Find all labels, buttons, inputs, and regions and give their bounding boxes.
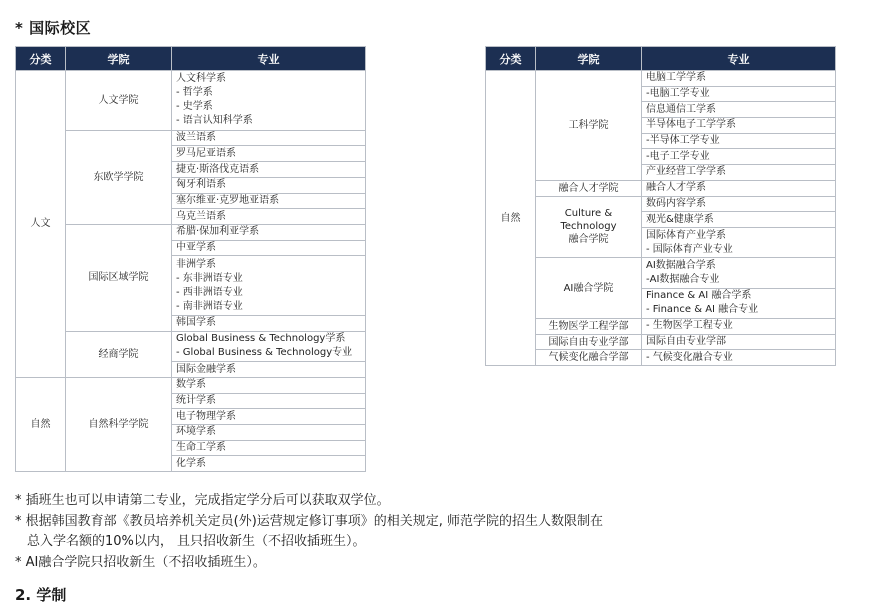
table-row [16,377,366,393]
header-major: 专业 [642,47,836,71]
category-cell: 自然 [16,377,66,471]
major-cell: 韩国学系 [172,316,366,332]
next-section-heading: 2. 学制 [15,586,67,604]
major-cell: 匈牙利语系 [172,177,366,193]
table-row [486,350,836,366]
major-cell: -半导体工学专业 [642,133,836,149]
major-cell: 半导体电子工学学系 [642,118,836,134]
right-curriculum-table [485,46,836,366]
major-cell: 统计学系 [172,393,366,409]
major-cell: 信息通信工学系 [642,102,836,118]
major-cell: 环境学系 [172,424,366,440]
college-cell: 经商学院 [66,331,172,377]
major-cell: 国际金融学系 [172,362,366,378]
major-cell: - 气候变化融合专业 [642,350,836,366]
major-cell: AI数据融合学系 -AI数据融合专业 [642,258,836,288]
table-row [486,334,836,350]
table-row [486,71,836,87]
major-cell: Global Business & Technology学系 - Global Business & Technology专业 [172,331,366,361]
major-cell: 电脑工学学系 [642,71,836,87]
note-1: * 插班生也可以申请第二专业，完成指定学分后可以获取双学位。 [15,493,390,508]
header-college: 学院 [536,47,642,71]
major-cell: 化学系 [172,456,366,472]
note-2-continued: 总入学名额的10%以内， 且只招收新生（不招收插班生）。 [27,534,366,549]
table-row [486,196,836,212]
major-cell: 电子物理学系 [172,409,366,425]
table-row [486,258,836,288]
category-cell: 人文 [16,71,66,378]
table-row [16,130,366,146]
major-cell: 数学系 [172,377,366,393]
major-cell: 乌克兰语系 [172,209,366,225]
major-cell: 数码内容学系 [642,196,836,212]
college-cell: 东欧学学院 [66,130,172,224]
major-cell: Finance & AI 融合学系 - Finance & AI 融合专业 [642,288,836,318]
major-cell: 国际体育产业学系 - 国际体育产业专业 [642,227,836,257]
major-cell: -电子工学专业 [642,149,836,165]
major-cell: 罗马尼亚语系 [172,146,366,162]
table-row [486,180,836,196]
table-header-row [486,47,836,71]
header-major: 专业 [172,47,366,71]
major-cell: 融合人才学系 [642,180,836,196]
major-cell: 中亚学系 [172,240,366,256]
note-3: * AI融合学院只招收新生（不招收插班生）。 [15,554,266,570]
left-curriculum-table [15,46,366,472]
major-cell: 观光&健康学系 [642,212,836,228]
major-cell: 塞尔维亚·克罗地亚语系 [172,193,366,209]
major-cell: 人文科学系 - 哲学系 - 史学系 - 语言认知科学系 [172,71,366,131]
major-cell: - 生物医学工程专业 [642,319,836,335]
college-cell: 国际自由专业学部 [536,334,642,350]
college-cell: 气候变化融合学部 [536,350,642,366]
header-college: 学院 [66,47,172,71]
category-cell: 自然 [486,71,536,366]
note-2: * 根据韩国教育部《教员培养机关定员(外)运营规定修订事项》的相关规定, 师范学院的招生人数限制在 [15,513,604,529]
college-cell: 工科学院 [536,71,642,181]
college-cell: AI融合学院 [536,258,642,319]
notes [15,491,603,573]
major-cell: 波兰语系 [172,130,366,146]
table-row [16,331,366,361]
college-cell: 融合人才学院 [536,180,642,196]
major-cell: 非洲学系 - 东非洲语专业 - 西非洲语专业 - 南非洲语专业 [172,256,366,316]
major-cell: -电脑工学专业 [642,86,836,102]
college-cell: 人文学院 [66,71,172,131]
college-cell: Culture & Technology 融合学院 [536,196,642,258]
college-cell: 自然科学学院 [66,377,172,471]
major-cell: 捷克·斯洛伐克语系 [172,162,366,178]
major-cell: 国际自由专业学部 [642,334,836,350]
major-cell: 生命工学系 [172,440,366,456]
header-category: 分类 [16,47,66,71]
major-cell: 希腊·保加利亚学系 [172,224,366,240]
header-category: 分类 [486,47,536,71]
table-row [16,71,366,131]
table-row [486,319,836,335]
college-cell: 生物医学工程学部 [536,319,642,335]
major-cell: 产业经营工学学系 [642,165,836,181]
table-header-row [16,47,366,71]
section-title: * 国际校区 [15,19,92,37]
college-cell: 国际区域学院 [66,224,172,331]
table-row [16,224,366,240]
